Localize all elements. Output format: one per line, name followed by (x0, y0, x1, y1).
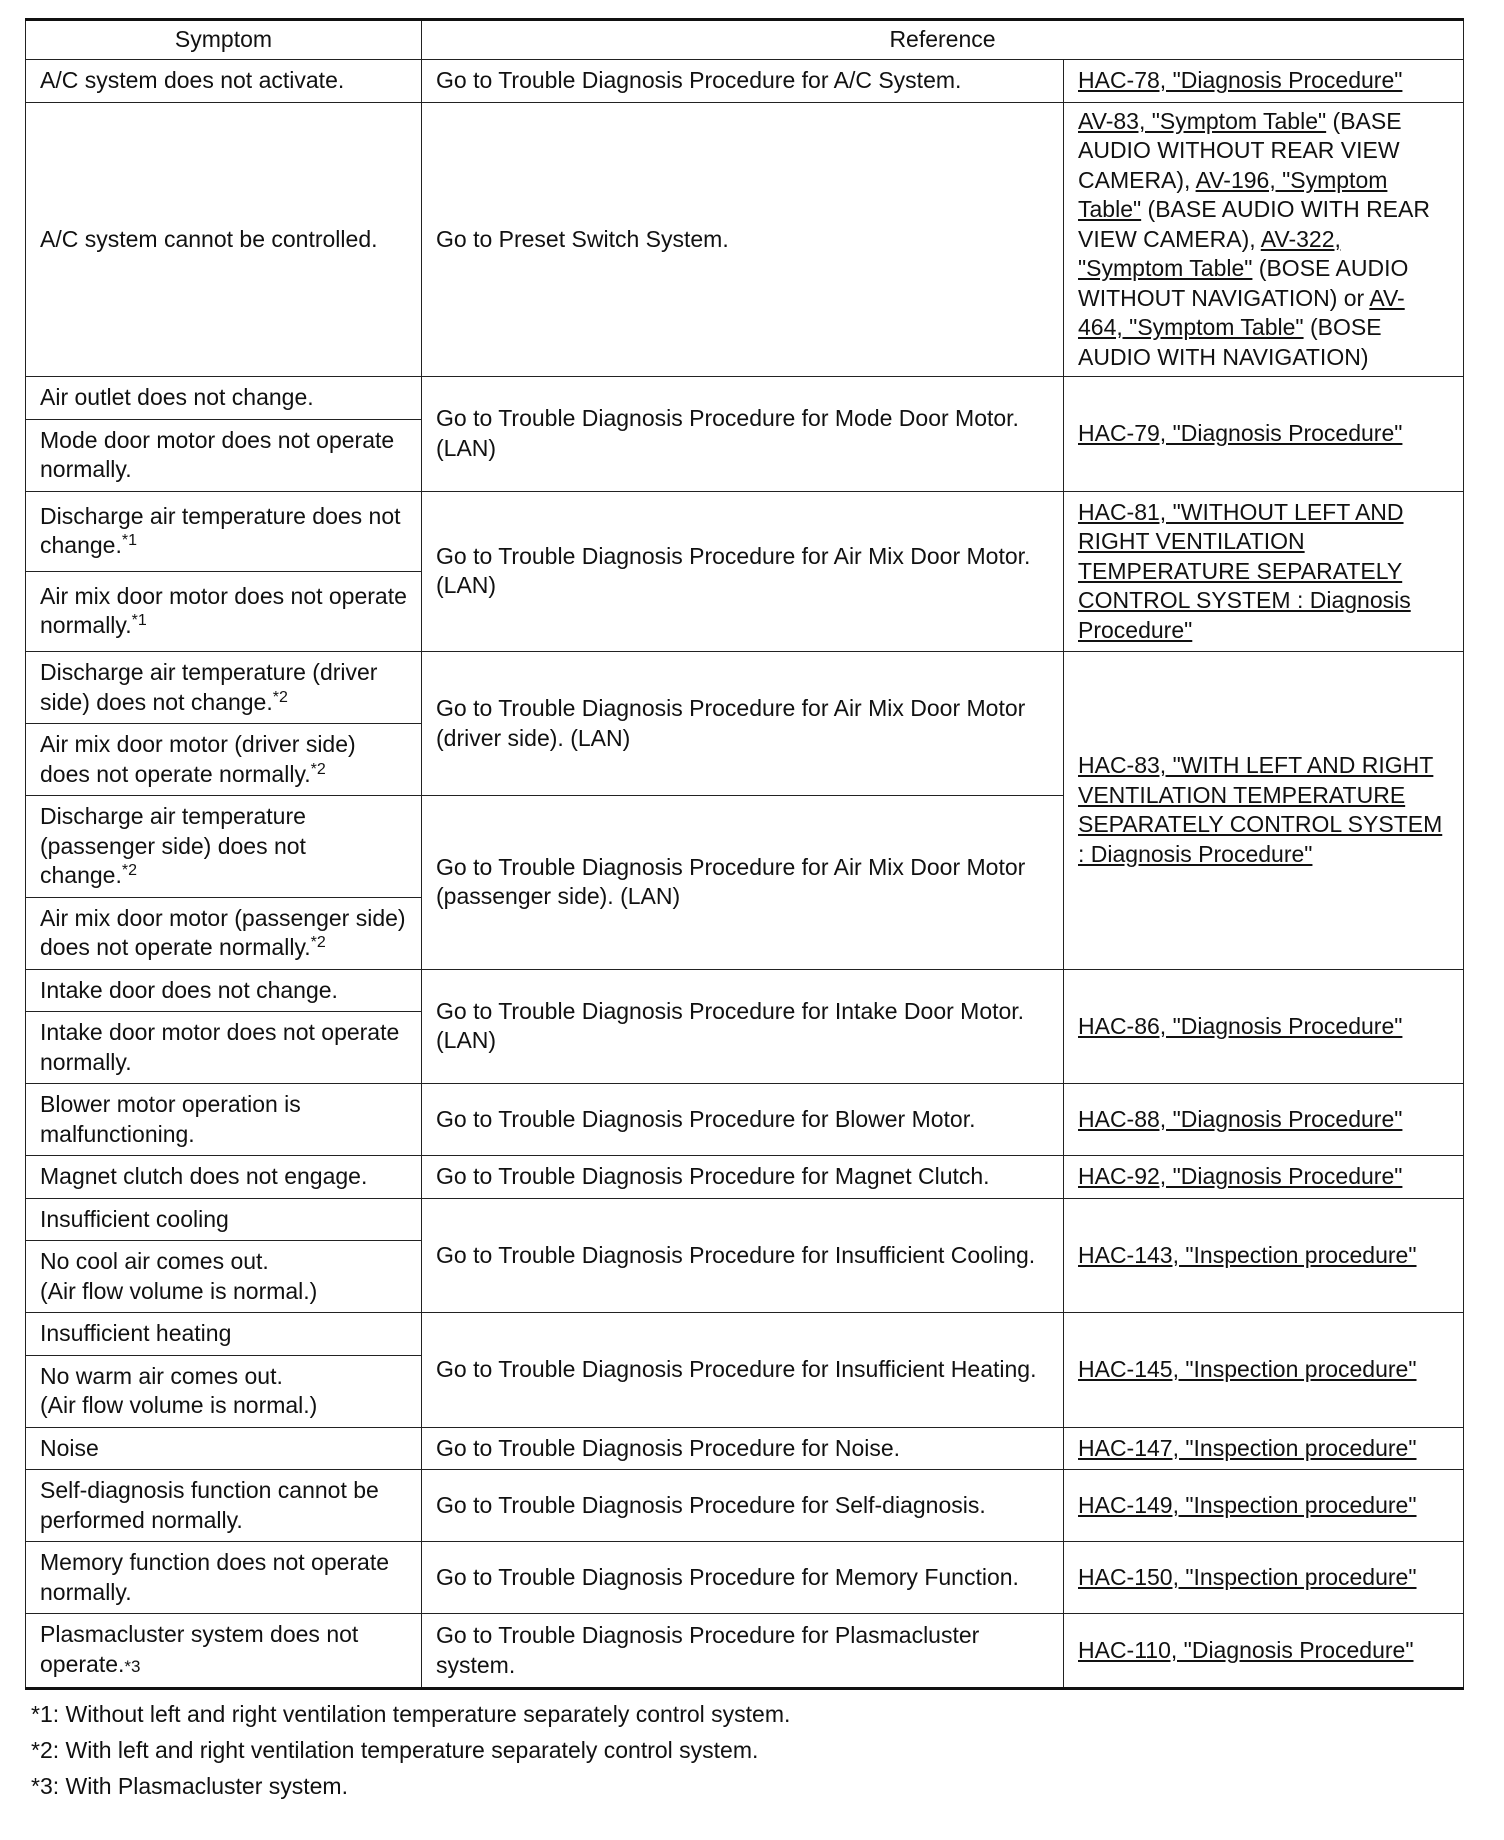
symptom-cell (26, 796, 422, 898)
table-row (26, 377, 1464, 420)
reference-cell (1064, 1084, 1464, 1156)
symptom-cell: A/C system does not activate. (26, 60, 422, 103)
procedure-cell: Go to Preset Switch System. (422, 102, 1064, 377)
procedure-cell: Go to Trouble Diagnosis Procedure for Magnet Clutch. (422, 1156, 1064, 1199)
reference-cell (1064, 60, 1464, 103)
footnote-marker: *2 (121, 862, 137, 879)
footnote-marker: *1 (131, 612, 147, 630)
footnote-marker: *3 (124, 1656, 141, 1676)
symptom-cell: Noise (26, 1427, 422, 1470)
procedure-cell: Go to Trouble Diagnosis Procedure for Self-diagnosis. (422, 1470, 1064, 1542)
symptom-cell: Intake door motor does not operate normally. (26, 1012, 422, 1084)
table-row (26, 1198, 1464, 1241)
symptom-cell: No cool air comes out. (Air flow volume is normal.) (26, 1241, 422, 1313)
table-row (26, 1084, 1464, 1156)
reference-link[interactable]: HAC-83, "WITH LEFT AND RIGHT VENTILATION TEMPERATURE SEPARATELY CONTROL SYSTEM : Diagnosis Procedure" (1078, 752, 1443, 867)
reference-link[interactable]: HAC-147, "Inspection procedure" (1078, 1434, 1417, 1461)
table-row (26, 60, 1464, 103)
reference-link[interactable]: HAC-86, "Diagnosis Procedure" (1078, 1012, 1403, 1039)
reference-cell (1064, 491, 1464, 652)
symptom-cell (26, 652, 422, 724)
footnote: *3: With Plasmacluster system. (31, 1773, 348, 1799)
reference-link[interactable]: HAC-92, "Diagnosis Procedure" (1078, 1163, 1403, 1189)
procedure-cell: Go to Trouble Diagnosis Procedure for Air Mix Door Motor (passenger side). (LAN) (422, 796, 1064, 970)
symptom-cell: Intake door does not change. (26, 969, 422, 1012)
footnote-marker: *2 (310, 934, 326, 951)
table-row (26, 1427, 1464, 1470)
symptom-cell: Air outlet does not change. (26, 377, 422, 420)
header-symptom: Symptom (26, 20, 422, 60)
table-row (26, 1313, 1464, 1356)
footnote: *1: Without left and right ventilation temperature separately control system. (31, 1701, 791, 1727)
reference-cell (1064, 969, 1464, 1084)
footnote-marker: *2 (310, 760, 326, 778)
symptom-table (25, 18, 1464, 1690)
reference-link[interactable]: HAC-79, "Diagnosis Procedure" (1078, 420, 1403, 446)
reference-cell (1064, 1542, 1464, 1614)
symptom-text: Discharge air temperature (driver side) does not change. (40, 659, 378, 715)
reference-cell (1064, 1198, 1464, 1313)
reference-note: (BASE AUDIO WITHOUT REAR VIEW CAMERA), (1078, 107, 1402, 193)
table-row (26, 1542, 1464, 1614)
symptom-text: Air mix door motor (passenger side) does not operate normally. (40, 904, 406, 960)
reference-cell (1064, 1470, 1464, 1542)
reference-note: (BOSE AUDIO WITHOUT NAVIGATION) or (1078, 255, 1409, 311)
reference-link[interactable]: HAC-110, "Diagnosis Procedure" (1078, 1636, 1414, 1663)
symptom-cell: A/C system cannot be controlled. (26, 102, 422, 377)
symptom-text: Discharge air temperature (passenger side) does not change. (40, 803, 306, 888)
symptom-text: Air mix door motor (driver side) does not operate normally. (40, 731, 356, 787)
reference-note: (BASE AUDIO WITH REAR VIEW CAMERA), (1078, 196, 1430, 252)
table-row (26, 969, 1464, 1012)
table-row (26, 1156, 1464, 1199)
procedure-cell: Go to Trouble Diagnosis Procedure for Blower Motor. (422, 1084, 1064, 1156)
symptom-cell: Mode door motor does not operate normally. (26, 419, 422, 491)
table-header-row (26, 20, 1464, 60)
reference-link[interactable]: AV-464, "Symptom Table" (1078, 284, 1405, 340)
footnotes (25, 1696, 1463, 1804)
symptom-text: Air mix door motor does not operate normally. (40, 582, 407, 639)
table-row (26, 102, 1464, 377)
table-row (26, 1470, 1464, 1542)
reference-link[interactable]: HAC-78, "Diagnosis Procedure" (1078, 67, 1403, 93)
procedure-cell: Go to Trouble Diagnosis Procedure for Air Mix Door Motor. (LAN) (422, 491, 1064, 652)
reference-link[interactable]: HAC-150, "Inspection procedure" (1078, 1563, 1417, 1590)
table-row (26, 491, 1464, 571)
symptom-cell: No warm air comes out. (Air flow volume is normal.) (26, 1355, 422, 1427)
reference-link[interactable]: AV-83, "Symptom Table" (1078, 107, 1327, 134)
reference-cell (1064, 1156, 1464, 1199)
procedure-cell: Go to Trouble Diagnosis Procedure for Insufficient Cooling. (422, 1198, 1064, 1313)
symptom-cell: Memory function does not operate normally. (26, 1542, 422, 1614)
symptom-cell: Blower motor operation is malfunctioning. (26, 1084, 422, 1156)
symptom-text: Discharge air temperature does not change. (40, 502, 401, 559)
procedure-cell: Go to Trouble Diagnosis Procedure for Air Mix Door Motor (driver side). (LAN) (422, 652, 1064, 796)
symptom-cell (26, 491, 422, 571)
procedure-cell: Go to Trouble Diagnosis Procedure for Mode Door Motor. (LAN) (422, 377, 1064, 492)
symptom-cell (26, 1614, 422, 1689)
reference-cell (1064, 1313, 1464, 1428)
reference-cell (1064, 102, 1464, 377)
symptom-cell (26, 571, 422, 651)
procedure-cell: Go to Trouble Diagnosis Procedure for Noise. (422, 1427, 1064, 1470)
reference-cell (1064, 1614, 1464, 1689)
reference-note: (BOSE AUDIO WITH NAVIGATION) (1078, 314, 1382, 370)
symptom-cell: Magnet clutch does not engage. (26, 1156, 422, 1199)
reference-cell (1064, 377, 1464, 492)
symptom-cell: Insufficient heating (26, 1313, 422, 1356)
reference-link[interactable]: HAC-143, "Inspection procedure" (1078, 1241, 1417, 1268)
footnote: *2: With left and right ventilation temperature separately control system. (31, 1737, 759, 1763)
symptom-cell (26, 897, 422, 969)
reference-link[interactable]: HAC-145, "Inspection procedure" (1078, 1356, 1417, 1382)
reference-cell (1064, 1427, 1464, 1470)
procedure-cell: Go to Trouble Diagnosis Procedure for Insufficient Heating. (422, 1313, 1064, 1428)
procedure-cell: Go to Trouble Diagnosis Procedure for A/C System. (422, 60, 1064, 103)
symptom-cell (26, 724, 422, 796)
procedure-cell: Go to Trouble Diagnosis Procedure for Plasmacluster system. (422, 1614, 1064, 1689)
symptom-text: Plasmacluster system does not operate. (40, 1621, 359, 1677)
procedure-cell: Go to Trouble Diagnosis Procedure for Intake Door Motor. (LAN) (422, 969, 1064, 1084)
footnote-marker: *2 (272, 688, 288, 706)
reference-link[interactable]: AV-196, "Symptom Table" (1078, 166, 1388, 222)
reference-link[interactable]: HAC-149, "Inspection procedure" (1078, 1491, 1417, 1518)
footnote-marker: *1 (121, 532, 137, 550)
reference-link[interactable]: AV-322, "Symptom Table" (1078, 225, 1341, 281)
header-reference: Reference (422, 20, 1464, 60)
table-row (26, 1614, 1464, 1689)
procedure-cell: Go to Trouble Diagnosis Procedure for Memory Function. (422, 1542, 1064, 1614)
document-page (25, 18, 1463, 1804)
table-row (26, 652, 1464, 724)
symptom-cell: Self-diagnosis function cannot be performed normally. (26, 1470, 422, 1542)
reference-link[interactable]: HAC-81, "WITHOUT LEFT AND RIGHT VENTILATION TEMPERATURE SEPARATELY CONTROL SYSTEM : Diagnosis Procedure" (1078, 498, 1411, 643)
reference-link[interactable]: HAC-88, "Diagnosis Procedure" (1078, 1105, 1403, 1132)
symptom-cell: Insufficient cooling (26, 1198, 422, 1241)
reference-cell (1064, 652, 1464, 970)
